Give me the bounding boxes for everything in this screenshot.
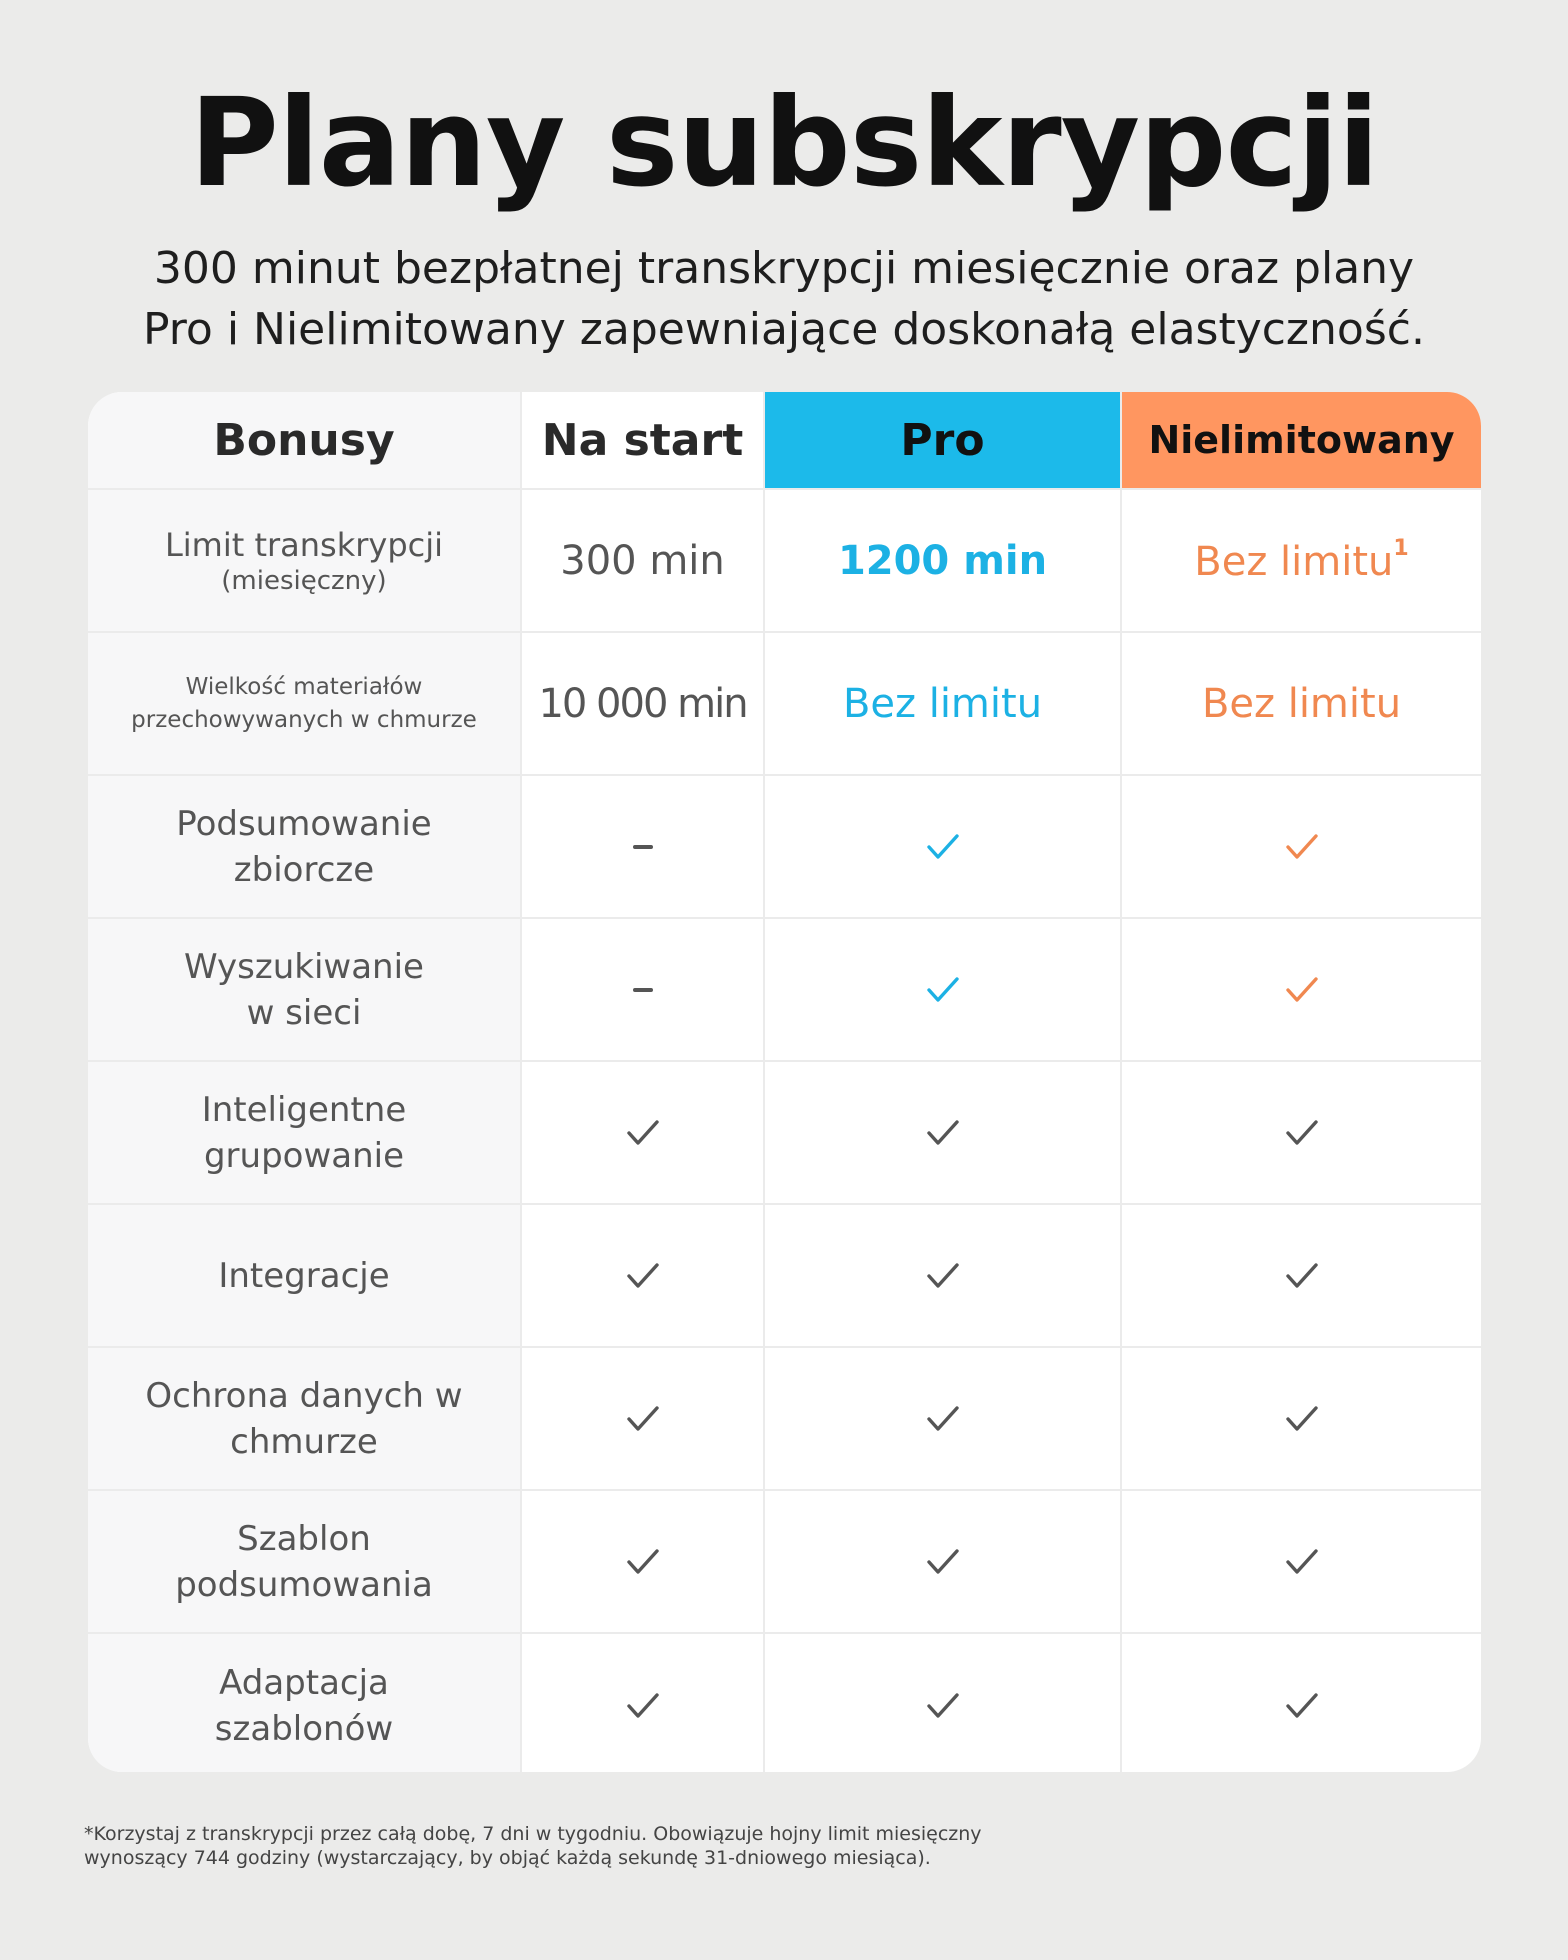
footnote (84, 1822, 1084, 1870)
unlimited-template-adapt (1122, 1634, 1481, 1772)
subtitle-line-2: Pro i Nielimitowany zapewniające doskonałą elastyczność. (143, 304, 1425, 355)
footnote-line-2: wynoszący 744 godziny (wystarczający, by objąć każdą sekundę 31-dniowego miesiąca). (84, 1847, 931, 1869)
pro-integrations (765, 1205, 1122, 1348)
start-template (522, 1491, 765, 1634)
value-text: 10 000 min (538, 680, 747, 727)
check-icon (626, 1404, 660, 1434)
unlimited-summary (1122, 776, 1481, 919)
feature-label-line-1: Wyszukiwanie (184, 946, 424, 987)
check-icon (626, 1691, 660, 1721)
unlimited-template (1122, 1491, 1481, 1634)
feature-label-line-1: Podsumowanie (176, 803, 432, 844)
feature-label-sub: (miesięczny) (221, 565, 387, 596)
value-text: 1200 min (837, 537, 1048, 584)
check-icon (1285, 975, 1319, 1005)
footnote-line-1: *Korzystaj z transkrypcji przez całą dobę, 7 dni w tygodniu. Obowiązuje hojny limit miesięczny (84, 1823, 982, 1845)
start-cloud-storage (522, 633, 765, 776)
feature-label-cloud-storage (88, 633, 522, 776)
feature-label-line-1: Szablon (237, 1518, 371, 1559)
check-icon (1285, 1691, 1319, 1721)
pro-grouping (765, 1062, 1122, 1205)
pro-cloud-storage (765, 633, 1122, 776)
check-icon (626, 1118, 660, 1148)
start-web-search (522, 919, 765, 1062)
check-icon (1285, 1404, 1319, 1434)
value-text (1194, 536, 1408, 585)
check-icon (926, 1261, 960, 1291)
feature-label-summary (88, 776, 522, 919)
unlimited-grouping (1122, 1062, 1481, 1205)
check-icon (926, 1691, 960, 1721)
feature-label-main: Limit transkrypcji (164, 525, 444, 564)
unlimited-integrations (1122, 1205, 1481, 1348)
feature-label-cloud-protection (88, 1348, 522, 1491)
feature-label-line-1: Adaptacja (219, 1662, 389, 1703)
value-text: Bez limitu (842, 680, 1043, 727)
pro-transcription-limit (765, 490, 1122, 633)
feature-label-line-2: podsumowania (175, 1564, 433, 1605)
start-grouping (522, 1062, 765, 1205)
unlimited-transcription-limit (1122, 490, 1481, 633)
feature-label-line-1: Ochrona danych w (145, 1375, 463, 1416)
feature-label-template (88, 1491, 522, 1634)
check-icon (926, 1547, 960, 1577)
footnote-marker: 1 (1393, 536, 1409, 561)
feature-label-line-2: grupowanie (203, 1135, 405, 1176)
start-transcription-limit (522, 490, 765, 633)
feature-label-grouping (88, 1062, 522, 1205)
check-icon (626, 1261, 660, 1291)
feature-label-line-1: Wielkość materiałów (185, 673, 423, 700)
feature-label-line-2: przechowywanych w chmurze (131, 706, 477, 733)
check-icon (926, 975, 960, 1005)
check-icon (926, 1404, 960, 1434)
check-icon (626, 1547, 660, 1577)
value-main: Bez limitu (1194, 539, 1394, 585)
unlimited-web-search (1122, 919, 1481, 1062)
table-grid (88, 392, 1481, 1772)
plans-comparison-table (88, 392, 1481, 1772)
feature-label-line-2: zbiorcze (233, 849, 375, 890)
start-template-adapt (522, 1634, 765, 1772)
column-header-unlimited: Nielimitowany (1122, 392, 1481, 490)
page-title: Plany subskrypcji (189, 72, 1379, 214)
start-cloud-protection (522, 1348, 765, 1491)
pro-template-adapt (765, 1634, 1122, 1772)
page-subtitle (40, 238, 1528, 360)
check-icon (1285, 832, 1319, 862)
dash-icon (633, 988, 653, 992)
pro-web-search (765, 919, 1122, 1062)
feature-label-web-search (88, 919, 522, 1062)
pro-cloud-protection (765, 1348, 1122, 1491)
check-icon (1285, 1118, 1319, 1148)
feature-label-line-1: Inteligentne (201, 1089, 407, 1130)
column-header-pro: Pro (765, 392, 1122, 490)
column-header-start: Na start (522, 392, 765, 490)
value-text: Bez limitu (1201, 680, 1402, 727)
feature-label-template-adapt (88, 1634, 522, 1772)
subtitle-line-1: 300 minut bezpłatnej transkrypcji miesięcznie oraz plany (153, 243, 1415, 294)
dash-icon (633, 845, 653, 849)
check-icon (926, 1118, 960, 1148)
start-integrations (522, 1205, 765, 1348)
column-header-bonuses: Bonusy (88, 392, 522, 490)
feature-label-line-2: szablonów (214, 1708, 394, 1749)
check-icon (1285, 1261, 1319, 1291)
start-summary (522, 776, 765, 919)
feature-label-line-2: chmurze (230, 1421, 378, 1462)
feature-label-line-1: Integracje (218, 1255, 390, 1296)
feature-label-transcription-limit (88, 490, 522, 633)
feature-label-integrations (88, 1205, 522, 1348)
check-icon (1285, 1547, 1319, 1577)
unlimited-cloud-protection (1122, 1348, 1481, 1491)
pro-template (765, 1491, 1122, 1634)
unlimited-cloud-storage (1122, 633, 1481, 776)
feature-label-line-2: w sieci (246, 992, 362, 1033)
check-icon (926, 832, 960, 862)
value-text: 300 min (560, 537, 725, 584)
pro-summary (765, 776, 1122, 919)
